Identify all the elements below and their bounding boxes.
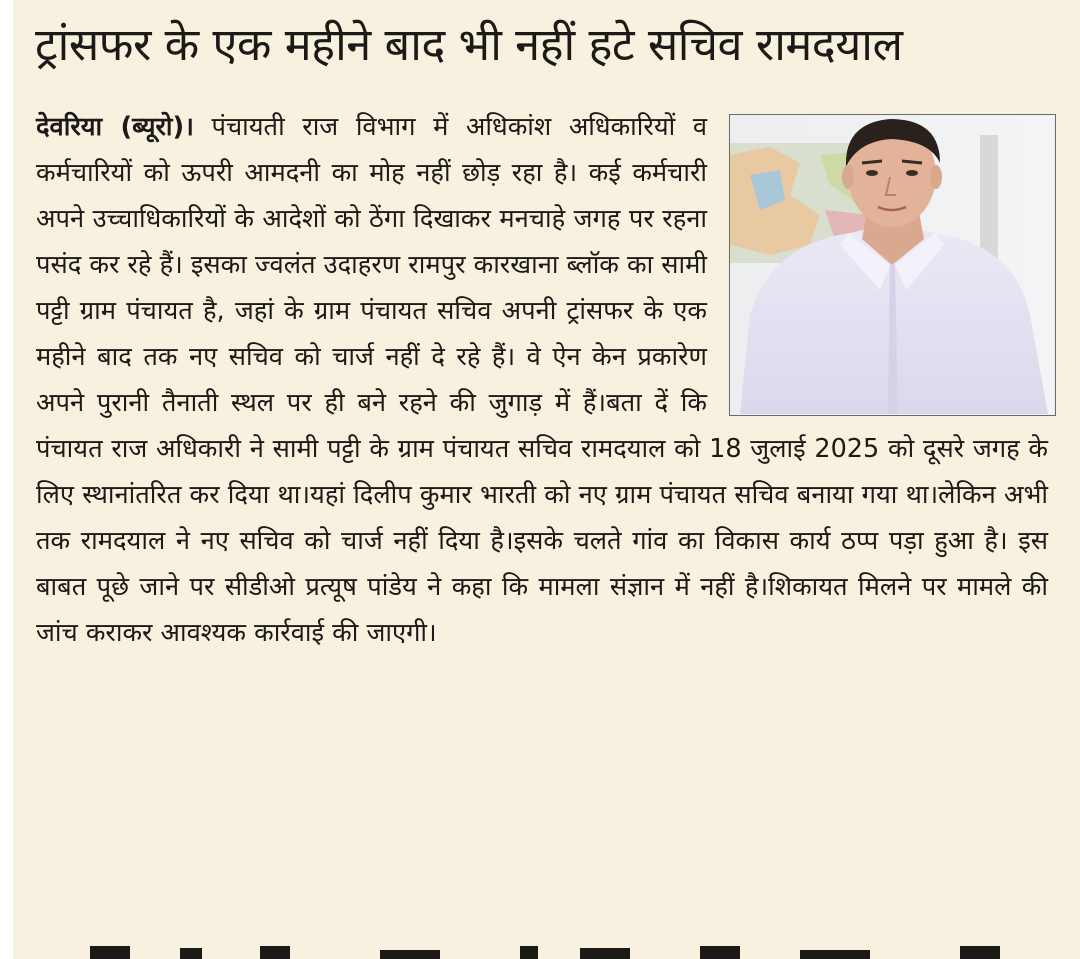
left-margin-strip	[0, 0, 13, 959]
portrait-photo	[729, 114, 1056, 416]
dateline: देवरिया (ब्यूरो)।	[36, 112, 194, 142]
article-body	[36, 104, 1048, 656]
article-text: पंचायती राज विभाग में अधिकांश अधिकारियों व कर्मचारियों को ऊपरी आमदनी का मोह नहीं छोड़ रहा है। कई कर्मचारी अपने उच्चाधिकारियों के आदेशों को ठेंगा दिखाकर मनचाहे जगह पर रहना पसंद कर रहे हैं। इसका ज्वलंत उदाहरण रामपुर कारखाना ब्लॉक का सामी पट्टी ग्राम पंचायत है, जहां के ग्राम पंचायत सचिव अपनी ट्रांसफर के एक महीने बाद तक नए सचिव को चार्ज नहीं दे रहे हैं। वे ऐन केन प्रकारेण अपने पुरानी तैनाती स्थल पर ही बने रहने की जुगाड़ में हैं।बता दें कि पंचायत राज अधिकारी ने सामी पट्टी के ग्राम पंचायत सचिव रामदयाल को 18 जुलाई 2025 को दूसरे जगह के लिए स्थानांतरित कर दिया था।यहां दिलीप कुमार भारती को नए ग्राम पंचायत सचिव बनाया गया था।लेकिन अभी तक रामदयाल ने नए सचिव को चार्ज नहीं दिया है।इसके चलते गांव का विकास कार्य ठप्प पड़ा हुआ है। इस बाबत पूछे जाने पर सीडीओ प्रत्यूष पांडेय ने कहा कि मामला संज्ञान में नहीं है।शिकायत मिलने पर मामले की जांच कराकर आवश्यक कार्रवाई की जाएगी।	[36, 112, 1048, 648]
portrait-illustration	[730, 115, 1054, 414]
next-article-fragment	[0, 940, 1080, 959]
headline: ट्रांसफर के एक महीने बाद भी नहीं हटे सचिव रामदयाल	[35, 18, 903, 71]
